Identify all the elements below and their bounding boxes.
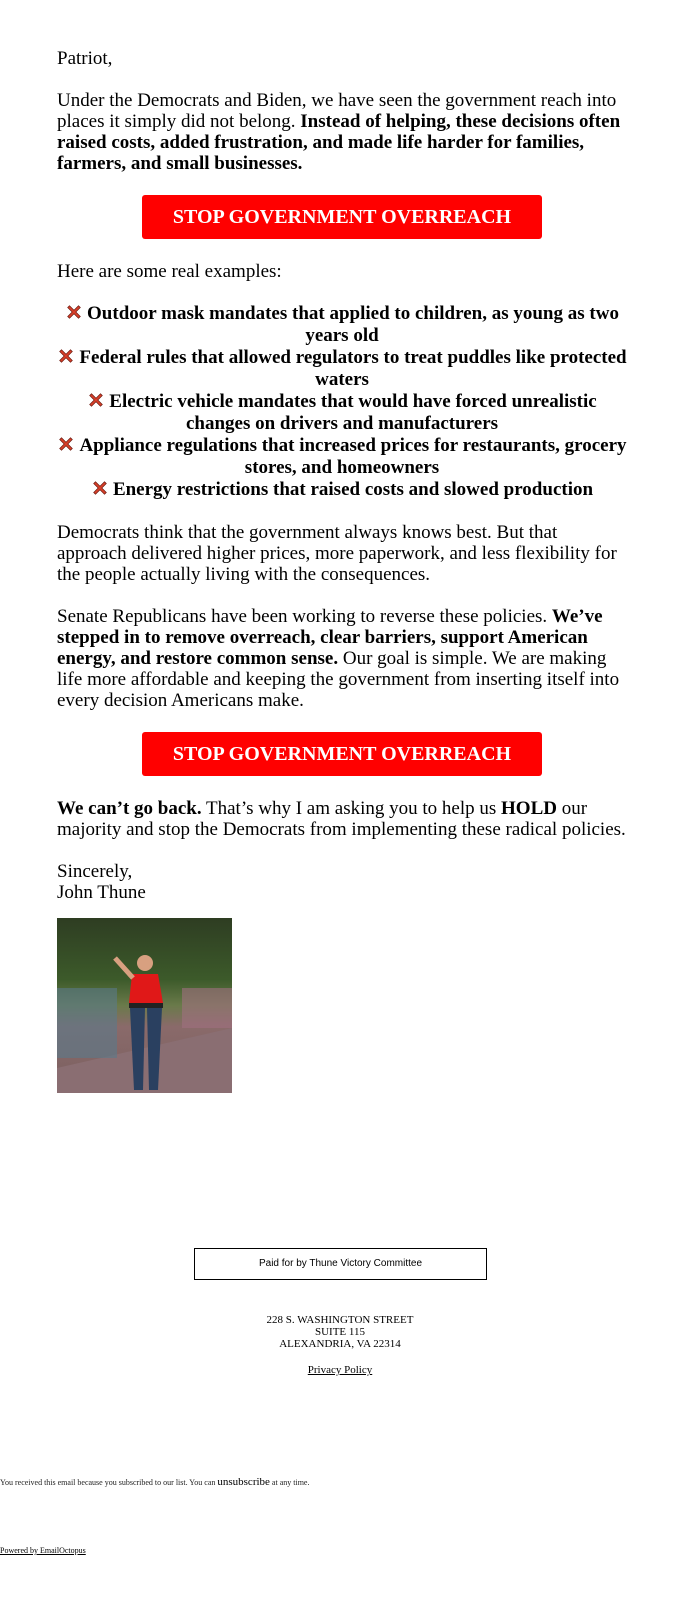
cant-go-back-text: We can’t go back. (57, 798, 202, 819)
examples-list (57, 303, 627, 501)
list-item: Outdoor mask mandates that applied to children, as young as two years old (57, 303, 627, 347)
list-item: Federal rules that allowed regulators to treat puddles like protected waters (57, 347, 627, 391)
intro-paragraph (57, 90, 627, 174)
photo-illustration (57, 918, 232, 1093)
list-item: Energy restrictions that raised costs and slowed production (57, 479, 627, 501)
mailing-address (0, 1314, 680, 1350)
republicans-text: Senate Republicans have been working to reverse these policies. (57, 606, 552, 627)
cross-mark-icon (91, 479, 109, 497)
republicans-text-2: Our goal is simple. We are making life more affordable and keeping the government from inserting itself into every decision Americans make. (57, 648, 620, 711)
email-body (57, 48, 627, 1093)
cross-mark-icon (57, 347, 75, 365)
intro-text: Under the Democrats and Biden, we have seen the government reach into places it simply did not belong. (57, 90, 617, 132)
stop-overreach-button[interactable]: STOP GOVERNMENT OVERREACH (142, 195, 542, 239)
cross-mark-icon (65, 303, 83, 321)
examples-intro: Here are some real examples: (57, 261, 282, 282)
list-item: Electric vehicle mandates that would have forced unrealistic changes on drivers and manufacturers (57, 391, 627, 435)
hold-text: That’s why I am asking you to help us (201, 798, 502, 819)
paid-for-disclaimer: Paid for by Thune Victory Committee (194, 1248, 487, 1280)
unsubscribe-notice (0, 1476, 309, 1488)
list-item: Appliance regulations that increased prices for restaurants, grocery stores, and homeowners (57, 435, 627, 479)
republicans-bold-text: We’ve stepped in to remove overreach, clear barriers, support American energy, and restore common sense. (57, 606, 603, 669)
hold-paragraph (57, 798, 627, 840)
intro-bold-text: Instead of helping, these decisions often raised costs, added frustration, and made life harder for families, farmers, and small businesses. (57, 111, 621, 174)
signature: John Thune (57, 882, 146, 903)
unsub-text: You received this email because you subscribed to our list. You can (0, 1478, 218, 1487)
hold-bold: HOLD (501, 798, 557, 819)
unsub-text-2: at any time. (269, 1478, 310, 1487)
cross-mark-icon (87, 391, 105, 409)
address-line: 228 S. WASHINGTON STREET (266, 1314, 414, 1326)
democrats-paragraph: Democrats think that the government always knows best. But that approach delivered higher prices, more paperwork, and less flexibility for the people actually living with the consequences. (57, 522, 617, 585)
address-line: SUITE 115 (314, 1326, 365, 1338)
signoff: Sincerely, (57, 861, 133, 882)
hold-text-2: our majority and stop the Democrats from implementing these radical policies. (57, 798, 626, 840)
cross-mark-icon (57, 435, 75, 453)
unsubscribe-link[interactable]: unsubscribe (217, 1476, 270, 1488)
powered-by-link[interactable]: Powered by EmailOctopus (0, 1546, 86, 1555)
republicans-paragraph (57, 606, 627, 711)
privacy-policy-link[interactable]: Privacy Policy (307, 1364, 373, 1376)
john-thune-photo (57, 918, 232, 1093)
stop-overreach-button-2[interactable]: STOP GOVERNMENT OVERREACH (142, 732, 542, 776)
greeting: Patriot, (57, 48, 113, 69)
address-line: ALEXANDRIA, VA 22314 (279, 1338, 401, 1350)
